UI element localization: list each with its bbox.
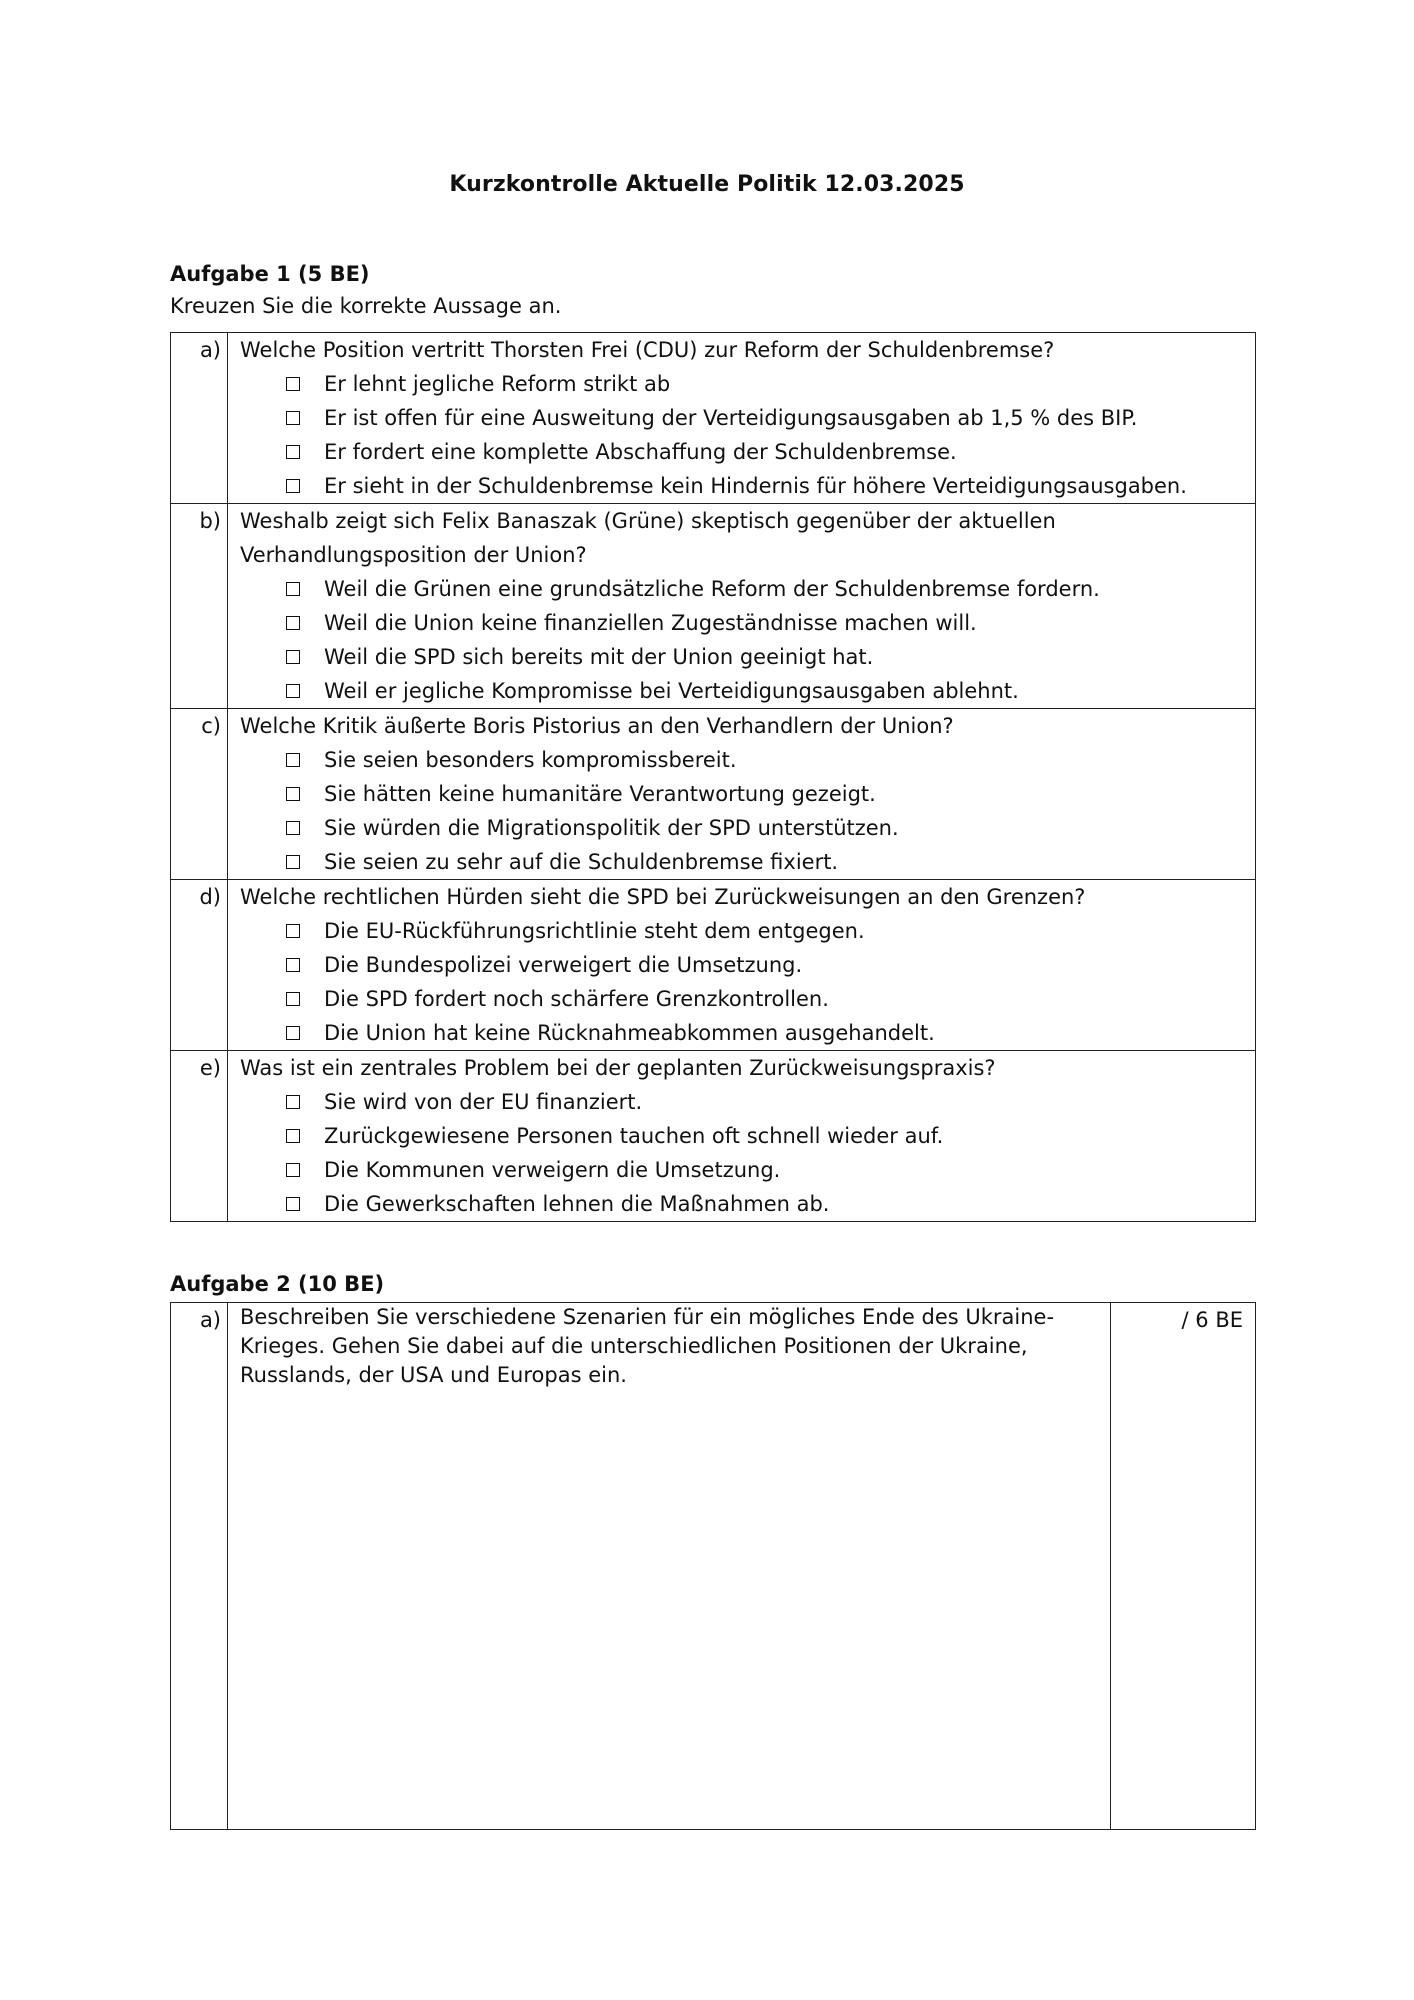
question-content — [228, 504, 1256, 709]
checkbox-icon[interactable] — [286, 992, 300, 1006]
option-item[interactable] — [240, 469, 1255, 503]
checkbox-icon[interactable] — [286, 1197, 300, 1211]
task1-question-table — [170, 332, 1256, 1222]
option-label: Sie wird von der EU finanziert. — [324, 1090, 643, 1114]
option-item[interactable] — [240, 606, 1255, 640]
question-row-d — [171, 880, 1256, 1051]
checkbox-icon[interactable] — [286, 1129, 300, 1143]
question-text: Beschreiben Sie verschiedene Szenarien für ein mögliches Ende des Ukraine-Krieges. Gehen Sie dabei auf die unterschiedlichen Positionen der Ukraine, Russlands, der USA und Europas ein. — [240, 1305, 1055, 1387]
option-label: Die EU-Rückführungsrichtlinie steht dem entgegen. — [324, 919, 865, 943]
question-row-b — [171, 504, 1256, 709]
checkbox-icon[interactable] — [286, 787, 300, 801]
checkbox-icon[interactable] — [286, 582, 300, 596]
task2-question-table — [170, 1302, 1256, 1830]
option-list — [240, 743, 1255, 879]
points-label: / 6 BE — [1111, 1303, 1256, 1830]
option-item[interactable] — [240, 1153, 1255, 1187]
question-content — [228, 333, 1256, 504]
option-item[interactable] — [240, 948, 1255, 982]
option-item[interactable] — [240, 1119, 1255, 1153]
answer-area[interactable] — [228, 1303, 1111, 1830]
question-content — [228, 1051, 1256, 1222]
question-letter: d) — [171, 880, 228, 1051]
option-label: Weil die Grünen eine grundsätzliche Reform der Schuldenbremse fordern. — [324, 577, 1100, 601]
option-label: Er lehnt jegliche Reform strikt ab — [324, 372, 671, 396]
option-item[interactable] — [240, 640, 1255, 674]
option-label: Er sieht in der Schuldenbremse kein Hindernis für höhere Verteidigungsausgaben. — [324, 474, 1187, 498]
checkbox-icon[interactable] — [286, 445, 300, 459]
option-label: Die Kommunen verweigern die Umsetzung. — [324, 1158, 781, 1182]
checkbox-icon[interactable] — [286, 377, 300, 391]
checkbox-icon[interactable] — [286, 1163, 300, 1177]
checkbox-icon[interactable] — [286, 650, 300, 664]
option-label: Die Bundespolizei verweigert die Umsetzung. — [324, 953, 803, 977]
question-row-a — [171, 333, 1256, 504]
checkbox-icon[interactable] — [286, 684, 300, 698]
option-item[interactable] — [240, 401, 1255, 435]
option-list — [240, 572, 1255, 708]
option-label: Die Union hat keine Rücknahmeabkommen ausgehandelt. — [324, 1021, 935, 1045]
option-list — [240, 914, 1255, 1050]
question-text: Welche Position vertritt Thorsten Frei (CDU) zur Reform der Schuldenbremse? — [240, 338, 1055, 362]
checkbox-icon[interactable] — [286, 924, 300, 938]
option-item[interactable] — [240, 811, 1255, 845]
question-letter: c) — [171, 709, 228, 880]
question-letter: e) — [171, 1051, 228, 1222]
option-label: Er fordert eine komplette Abschaffung der Schuldenbremse. — [324, 440, 957, 464]
task1-instruction: Kreuzen Sie die korrekte Aussage an. — [170, 294, 562, 318]
checkbox-icon[interactable] — [286, 821, 300, 835]
option-item[interactable] — [240, 1016, 1255, 1050]
option-label: Er ist offen für eine Ausweitung der Verteidigungsausgaben ab 1,5 % des BIP. — [324, 406, 1138, 430]
option-label: Sie würden die Migrationspolitik der SPD unterstützen. — [324, 816, 899, 840]
option-item[interactable] — [240, 367, 1255, 401]
option-item[interactable] — [240, 1187, 1255, 1221]
question-text: Was ist ein zentrales Problem bei der geplanten Zurückweisungspraxis? — [240, 1056, 996, 1080]
page-title: Kurzkontrolle Aktuelle Politik 12.03.2025 — [449, 172, 965, 197]
option-item[interactable] — [240, 982, 1255, 1016]
task2-heading: Aufgabe 2 (10 BE) — [170, 1272, 385, 1296]
option-label: Die SPD fordert noch schärfere Grenzkontrollen. — [324, 987, 829, 1011]
option-label: Sie seien besonders kompromissbereit. — [324, 748, 737, 772]
task1-heading: Aufgabe 1 (5 BE) — [170, 262, 370, 286]
option-item[interactable] — [240, 674, 1255, 708]
question-content — [228, 709, 1256, 880]
question-letter: a) — [171, 1303, 228, 1830]
option-label: Zurückgewiesene Personen tauchen oft schnell wieder auf. — [324, 1124, 944, 1148]
checkbox-icon[interactable] — [286, 1026, 300, 1040]
option-item[interactable] — [240, 743, 1255, 777]
checkbox-icon[interactable] — [286, 616, 300, 630]
option-item[interactable] — [240, 777, 1255, 811]
task2-row-a — [171, 1303, 1256, 1830]
option-label: Sie hätten keine humanitäre Verantwortung gezeigt. — [324, 782, 876, 806]
question-text: Welche rechtlichen Hürden sieht die SPD bei Zurückweisungen an den Grenzen? — [240, 885, 1086, 909]
question-text: Weshalb zeigt sich Felix Banaszak (Grüne) skeptisch gegenüber der aktuellen Verhandlungsposition der Union? — [240, 509, 1056, 567]
option-item[interactable] — [240, 572, 1255, 606]
question-letter: b) — [171, 504, 228, 709]
option-label: Weil die SPD sich bereits mit der Union geeinigt hat. — [324, 645, 874, 669]
option-list — [240, 1085, 1255, 1221]
question-text: Welche Kritik äußerte Boris Pistorius an den Verhandlern der Union? — [240, 714, 954, 738]
question-content — [228, 880, 1256, 1051]
checkbox-icon[interactable] — [286, 479, 300, 493]
option-label: Weil er jegliche Kompromisse bei Verteidigungsausgaben ablehnt. — [324, 679, 1019, 703]
checkbox-icon[interactable] — [286, 1095, 300, 1109]
option-item[interactable] — [240, 1085, 1255, 1119]
question-letter: a) — [171, 333, 228, 504]
option-item[interactable] — [240, 914, 1255, 948]
option-item[interactable] — [240, 435, 1255, 469]
checkbox-icon[interactable] — [286, 958, 300, 972]
question-row-c — [171, 709, 1256, 880]
question-row-e — [171, 1051, 1256, 1222]
option-label: Weil die Union keine finanziellen Zugeständnisse machen will. — [324, 611, 977, 635]
option-label: Sie seien zu sehr auf die Schuldenbremse fixiert. — [324, 850, 839, 874]
checkbox-icon[interactable] — [286, 855, 300, 869]
checkbox-icon[interactable] — [286, 753, 300, 767]
checkbox-icon[interactable] — [286, 411, 300, 425]
option-item[interactable] — [240, 845, 1255, 879]
option-list — [240, 367, 1255, 503]
option-label: Die Gewerkschaften lehnen die Maßnahmen ab. — [324, 1192, 830, 1216]
